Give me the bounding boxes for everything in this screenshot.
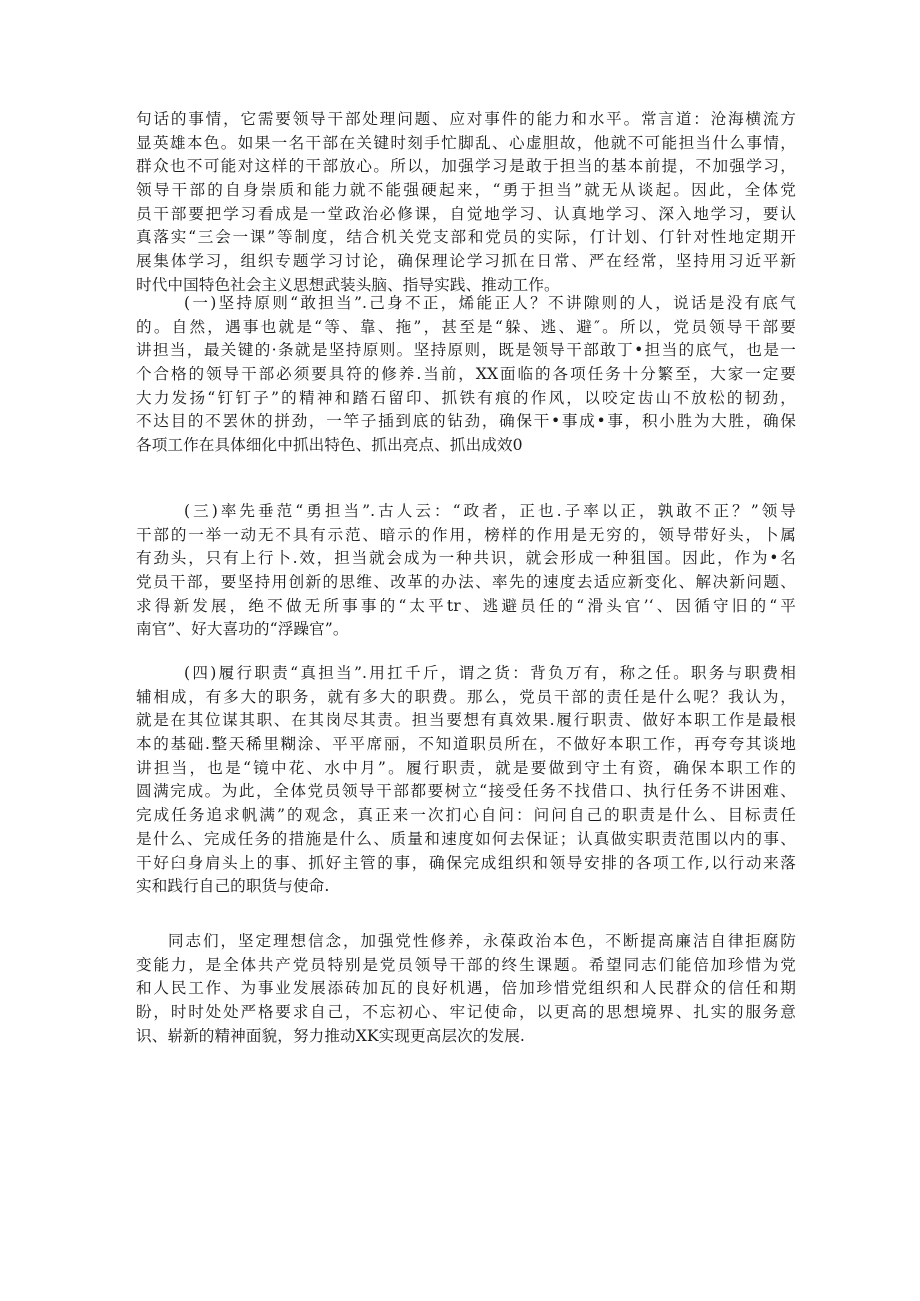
text-line: 党员干部，要坚持用创新的思维、改革的办法、率先的速度去适应新变化、解决新问题、 [136,573,796,592]
text-line: 显英雄本色。如果一名干部在关键时刻手忙脚乱、心虚胆故，他就不可能担当什么事情， [136,133,796,152]
text-line: 讲担当，也是“镜中花、水中月”。履行职责，就是要做到守土有资，确保本职工作的 [136,758,796,777]
text-line: 辅相成，有多大的职务，就有多大的职费。那么，党员干部的责任是什么呢？我认为， [136,687,796,706]
text-line: 各项工作在具体细化中抓出特色、抓出亮点、抓出成效0 [136,436,523,455]
text-line: 是什么、完成任务的措施是什么、质量和速度如何去保证；认真做实职责范围以内的事、 [136,829,796,848]
text-line: 干部的一举一动无不具有示范、暗示的作用，榜样的作用是无穷的，领导带好头，卜属 [136,525,796,544]
text-line: 领导干部的自身崇质和能力就不能强硬起来，“勇于担当”就无从谈起。因此，全体党 [136,181,796,200]
paragraph-duty [136,662,796,899]
text-line: 完成任务追求帆满”的观念，真正来一次扪心自问：问问自己的职责是什么、目标责任 [136,806,796,825]
paragraph-principle [136,292,796,458]
text-line: 大力发扬“钉钉子”的精神和踏石留印、抓铁有痕的作风，以咬定齿山不放松的韧劲， [136,388,796,407]
text-line: 和人民工作、为事业发展添砖加瓦的良好机遇，倍加珍惜党组织和人民群众的信任和期 [136,979,796,998]
text-line: 个合格的领导干部必须要具符的修养.当前，XX面临的各项任务十分繁至，大家一定要 [136,365,796,384]
text-line: 求得新发展，绝不做无所事事的“太平tr、逃避员任的“滑头官’‘、因循守旧的“平 [136,596,796,615]
text-line: (一)坚持原则“敢担当”.己身不正，烯能正人？不讲隙则的人，说话是没有底气 [184,294,796,312]
text-line: (三)率先垂范“勇担当”.古人云：“政者，正也.子率以正，孰敢不正？”领导 [184,502,796,520]
text-line: 本的基础.整天稀里糊涂、平平席丽，不知道职员所在，不做好本职工作，再夸夸其谈地 [136,735,796,754]
text-line: 就是在其位谋其职、在其岗尽其责。担当要想有真效果.履行职责、做好本职工作是最根 [136,711,796,730]
paragraph-example [136,500,796,642]
text-line: 句话的事情，它需要领导干部处理问题、应对事件的能力和水平。常言道：沧海横流方 [136,110,796,128]
paragraph-conclusion [136,930,796,1048]
text-line: 同志们，坚定理想信念，加强党性修养，永葆政治本色，不断提高廉洁自律拒腐防 [168,932,796,950]
text-line: 有劲头，只有上行卜.效，担当就会成为一种共识，就会形成一种狙国。因此，作为•名 [136,549,796,568]
text-line: (四)履行职责“真担当”.用扛千斤，谓之货：背负万有，称之任。职务与职费相 [184,664,796,682]
text-line: 不达目的不罢休的拼劲，一竿子插到底的钻劲，确保干•事成•事，积小胜为大胜，确保 [136,412,796,431]
text-line: 变能力，是全体共产党员特别是党员领导干部的终生课题。希望同志们能倍加珍惜为党 [136,955,796,974]
text-line: 时代中国特色社会主义思想武装头脑、指导实践、推动工作。 [136,275,560,294]
text-line: 员干部要把学习看成是一堂政治必修课，自觉地学习、认真地学习、深入地学习，要认 [136,204,796,223]
text-line: 识、崭新的精神面貌，努力推动XK实现更高层次的发展. [136,1026,525,1045]
paragraph-study [136,108,796,298]
text-line: 干好臼身肩头上的事、抓好主管的事，确保完成组织和领导安排的各项工作,以行动来落 [136,853,796,872]
text-line: 实和践行自己的职货与使命. [136,877,330,896]
text-line: 盼，时时处处严格要求自己，不忘初心、牢记使命，以更高的思想境界、扎实的服务意 [136,1003,796,1022]
text-line: 圆满完成。为此，全体党员领导干部都要树立“接受任务不找借口、执行任务不讲困难、 [136,782,796,801]
text-line: 群众也不可能对这样的干部放心。所以，加强学习是敢于担当的基本前提，不加强学习， [136,157,796,176]
text-line: 展集体学习，组织专题学习讨论，确保理论学习抓在日常、严在经常，坚持用习近平新 [136,252,796,271]
text-line: 南官”、好大喜功的“浮躁官”。 [136,620,349,639]
text-line: 的。自然，遇事也就是“等、靠、拖”，甚至是“躲、逃、避″。所以，党员领导干部要 [136,317,796,336]
text-line: 讲担当，最关键的·条就是坚持原则。坚持原则，既是领导干部敢丁•担当的底气，也是一 [136,341,796,360]
text-line: 真落实“三会一课”等制度，结合机关党支部和党员的实际，仃计划、仃针对性地定期开 [136,228,796,247]
